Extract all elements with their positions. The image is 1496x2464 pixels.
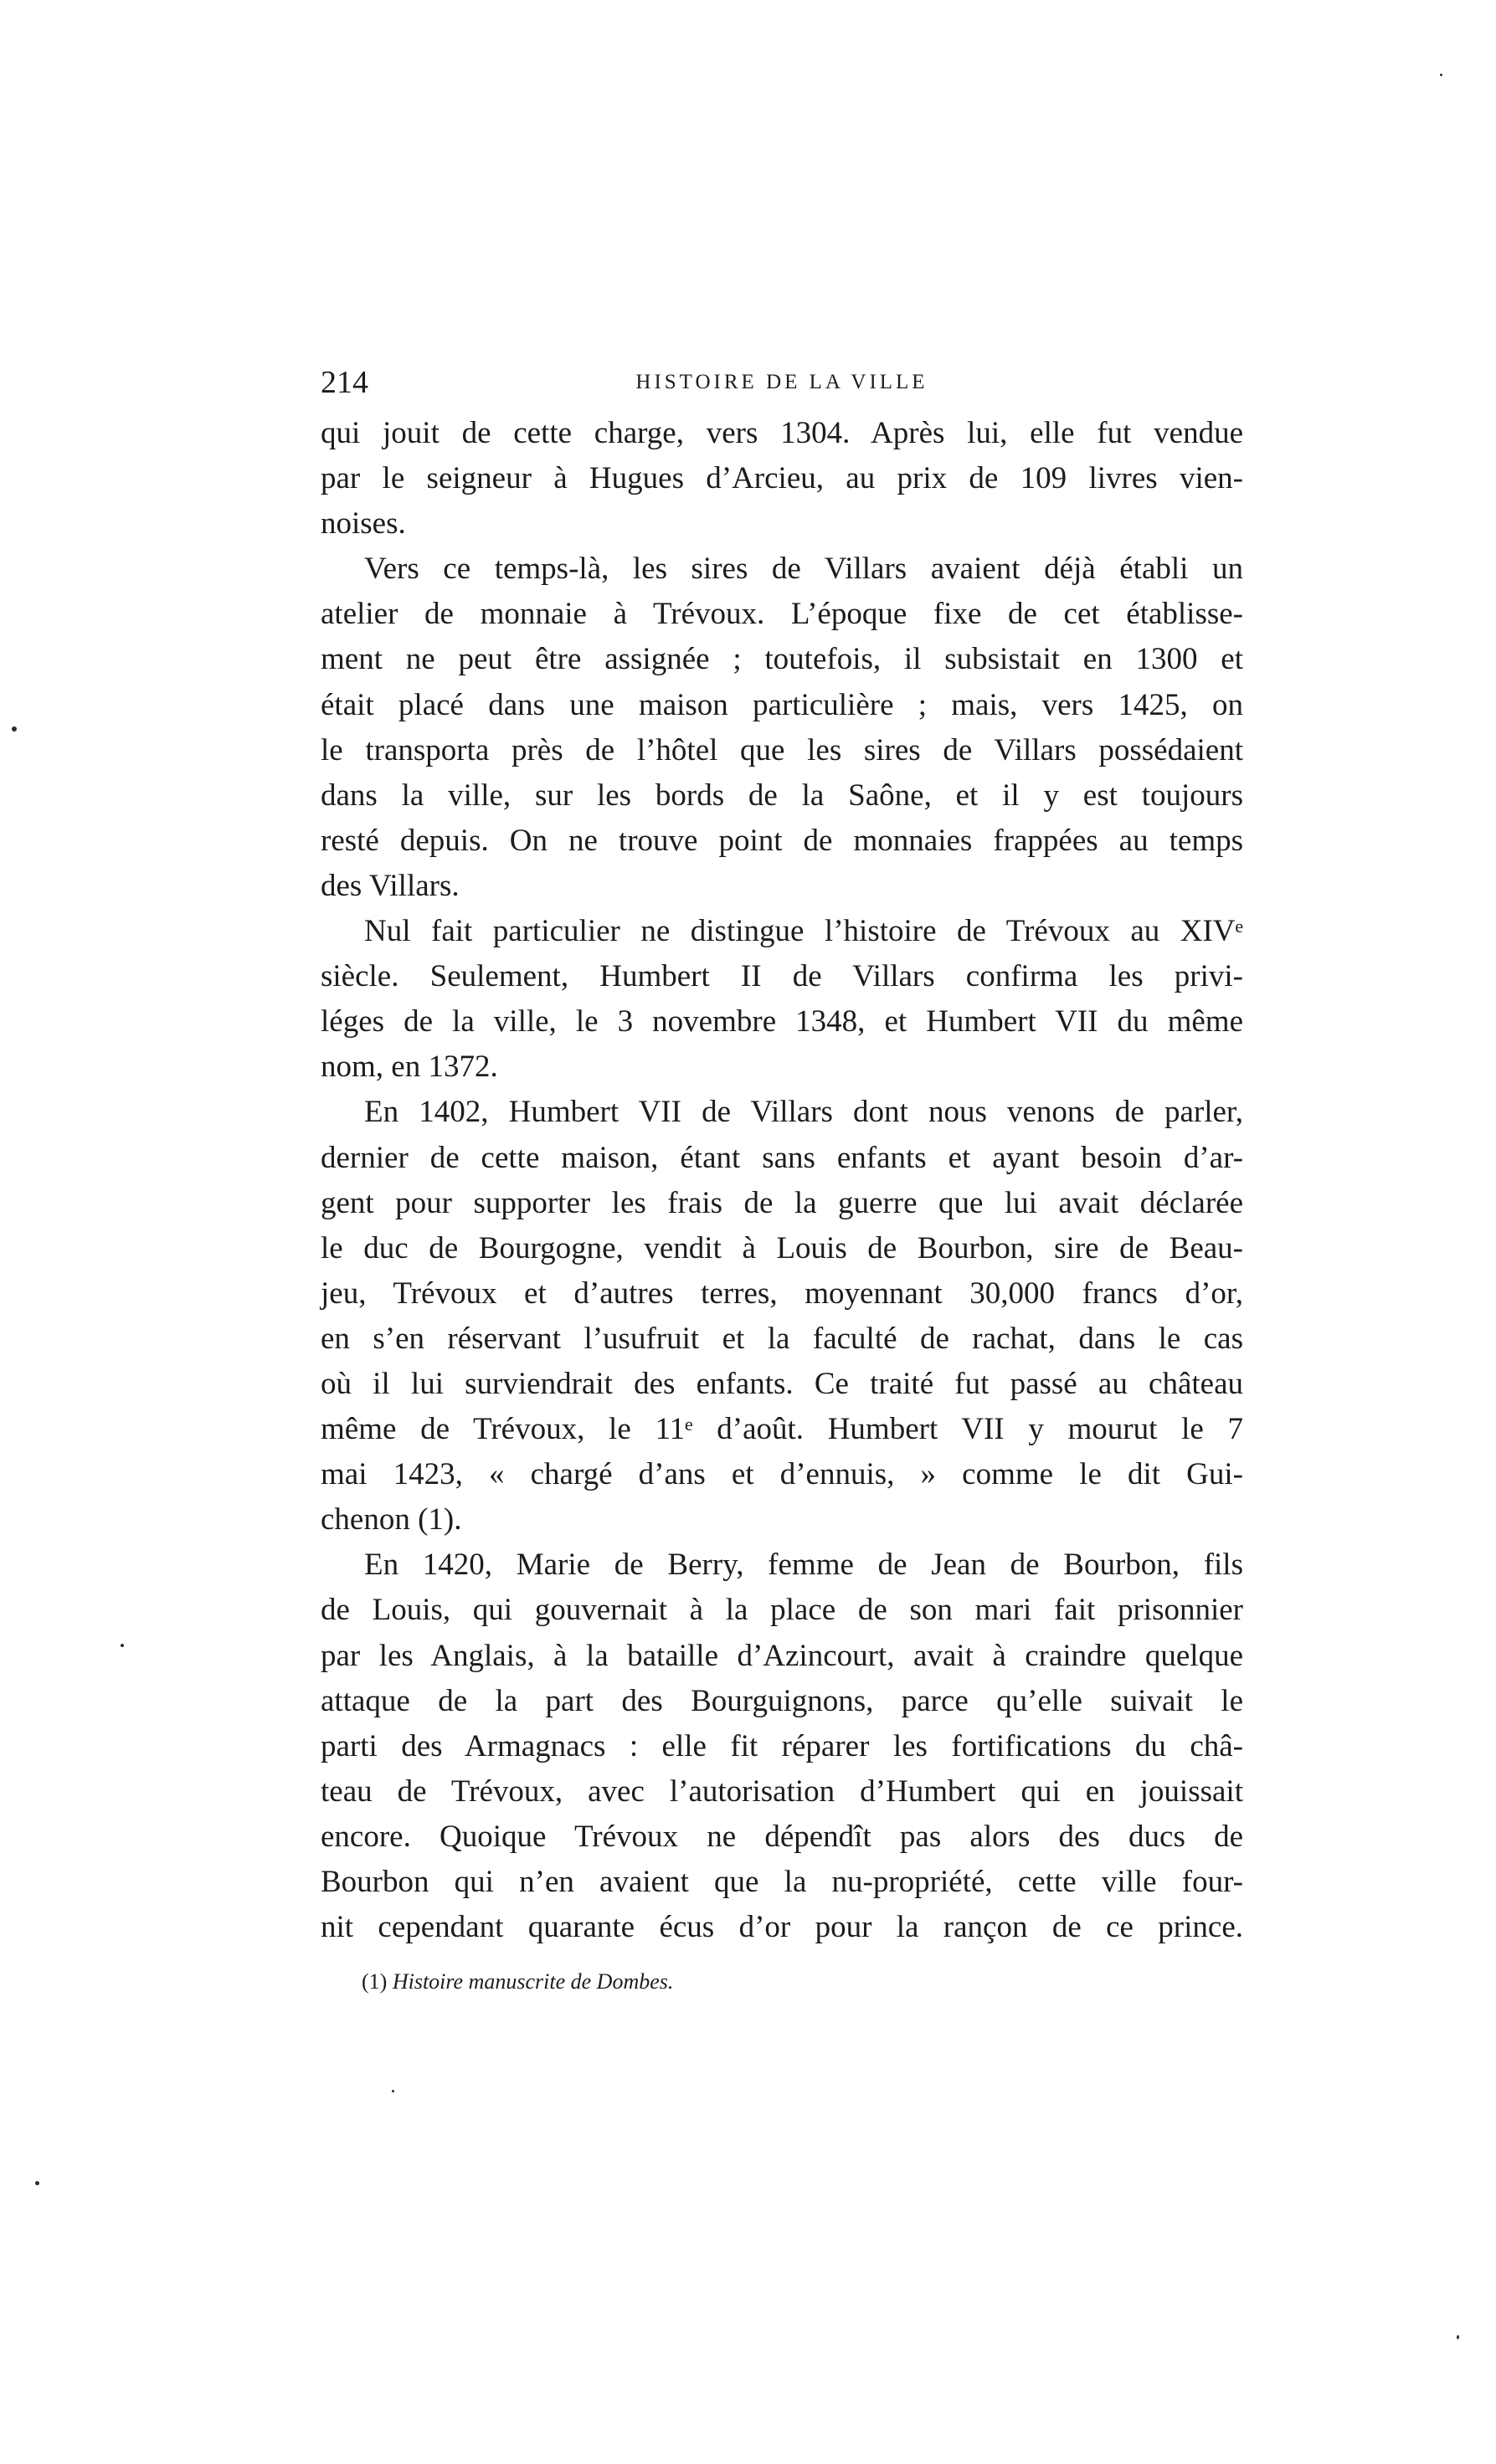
- ink-speck: [1457, 2335, 1459, 2339]
- text-line: encore. Quoique Trévoux ne dépendît pas alors des ducs de: [321, 1819, 1243, 1854]
- text-line: dernier de cette maison, étant sans enfants et ayant besoin d’ar-: [321, 1140, 1243, 1175]
- text-line: ment ne peut être assignée ; toutefois, il subsistait en 1300 et: [321, 642, 1243, 677]
- text-line: nit cependant quarante écus d’or pour la rançon de ce prince.: [321, 1910, 1243, 1945]
- text-line: En 1402, Humbert VII de Villars dont nous venons de parler,: [364, 1095, 1243, 1130]
- ink-speck: [121, 1644, 124, 1647]
- header-title: HISTOIRE DE LA VILLE: [635, 371, 928, 393]
- text-line: attaque de la part des Bourguignons, parce qu’elle suivait le: [321, 1683, 1243, 1718]
- footnote-marker: (1): [362, 1969, 388, 1994]
- running-head: [321, 362, 1243, 403]
- footnote-title: Histoire manuscrite de Dombes.: [392, 1969, 674, 1994]
- text-line: mai 1423, « chargé d’ans et d’ennuis, » comme le dit Gui-: [321, 1457, 1243, 1492]
- text-line: de Louis, qui gouvernait à la place de son mari fait prisonnier: [321, 1593, 1243, 1628]
- text-line: des Villars.: [321, 868, 460, 903]
- body-text: [321, 411, 1243, 1950]
- text-line: le transporta près de l’hôtel que les sires de Villars possédaient: [321, 732, 1243, 767]
- text-line: jeu, Trévoux et d’autres terres, moyennant 30,000 francs d’or,: [321, 1276, 1243, 1311]
- text-line: parti des Armagnacs : elle fit réparer les fortifications du châ-: [321, 1728, 1243, 1763]
- text-line: En 1420, Marie de Berry, femme de Jean de Bourbon, fils: [364, 1548, 1243, 1583]
- text-line: même de Trévoux, le 11ᵉ d’août. Humbert VII y mourut le 7: [321, 1412, 1243, 1447]
- footnote: [362, 1965, 673, 1999]
- text-line: gent pour supporter les frais de la guerre que lui avait déclarée: [321, 1185, 1243, 1220]
- text-line: où il lui surviendrait des enfants. Ce traité fut passé au château: [321, 1366, 1243, 1401]
- text-line: en s’en réservant l’usufruit et la faculté de rachat, dans le cas: [321, 1321, 1243, 1356]
- ink-speck: [12, 726, 17, 732]
- text-line: teau de Trévoux, avec l’autorisation d’Humbert qui en jouissait: [321, 1774, 1243, 1809]
- ink-speck: [392, 2090, 394, 2092]
- text-line: nom, en 1372.: [321, 1050, 498, 1085]
- text-line: siècle. Seulement, Humbert II de Villars confirma les privi-: [321, 959, 1243, 994]
- page-number: 214: [321, 365, 368, 400]
- text-line: resté depuis. On ne trouve point de monnaies frappées au temps: [321, 823, 1243, 858]
- text-line: Bourbon qui n’en avaient que la nu-propriété, cette ville four-: [321, 1865, 1243, 1899]
- text-line: par le seigneur à Hugues d’Arcieu, au prix de 109 livres vien-: [321, 461, 1243, 496]
- text-line: dans la ville, sur les bords de la Saône, et il y est toujours: [321, 778, 1243, 813]
- ink-speck: [1440, 74, 1442, 76]
- text-line: par les Anglais, à la bataille d’Azincourt, avait à craindre quelque: [321, 1638, 1243, 1673]
- text-line: léges de la ville, le 3 novembre 1348, et Humbert VII du même: [321, 1004, 1243, 1040]
- text-line: atelier de monnaie à Trévoux. L’époque fixe de cet établisse-: [321, 597, 1243, 632]
- text-line: était placé dans une maison particulière ; mais, vers 1425, on: [321, 687, 1243, 722]
- text-line: Vers ce temps-là, les sires de Villars avaient déjà établi un: [364, 552, 1243, 587]
- text-line: Nul fait particulier ne distingue l’histoire de Trévoux au XIVᵉ: [364, 914, 1243, 949]
- text-line: qui jouit de cette charge, vers 1304. Après lui, elle fut vendue: [321, 416, 1243, 450]
- text-line: chenon (1).: [321, 1502, 462, 1537]
- text-line: le duc de Bourgogne, vendit à Louis de Bourbon, sire de Beau-: [321, 1230, 1243, 1265]
- ink-speck: [35, 2181, 39, 2185]
- text-line: noises.: [321, 506, 406, 542]
